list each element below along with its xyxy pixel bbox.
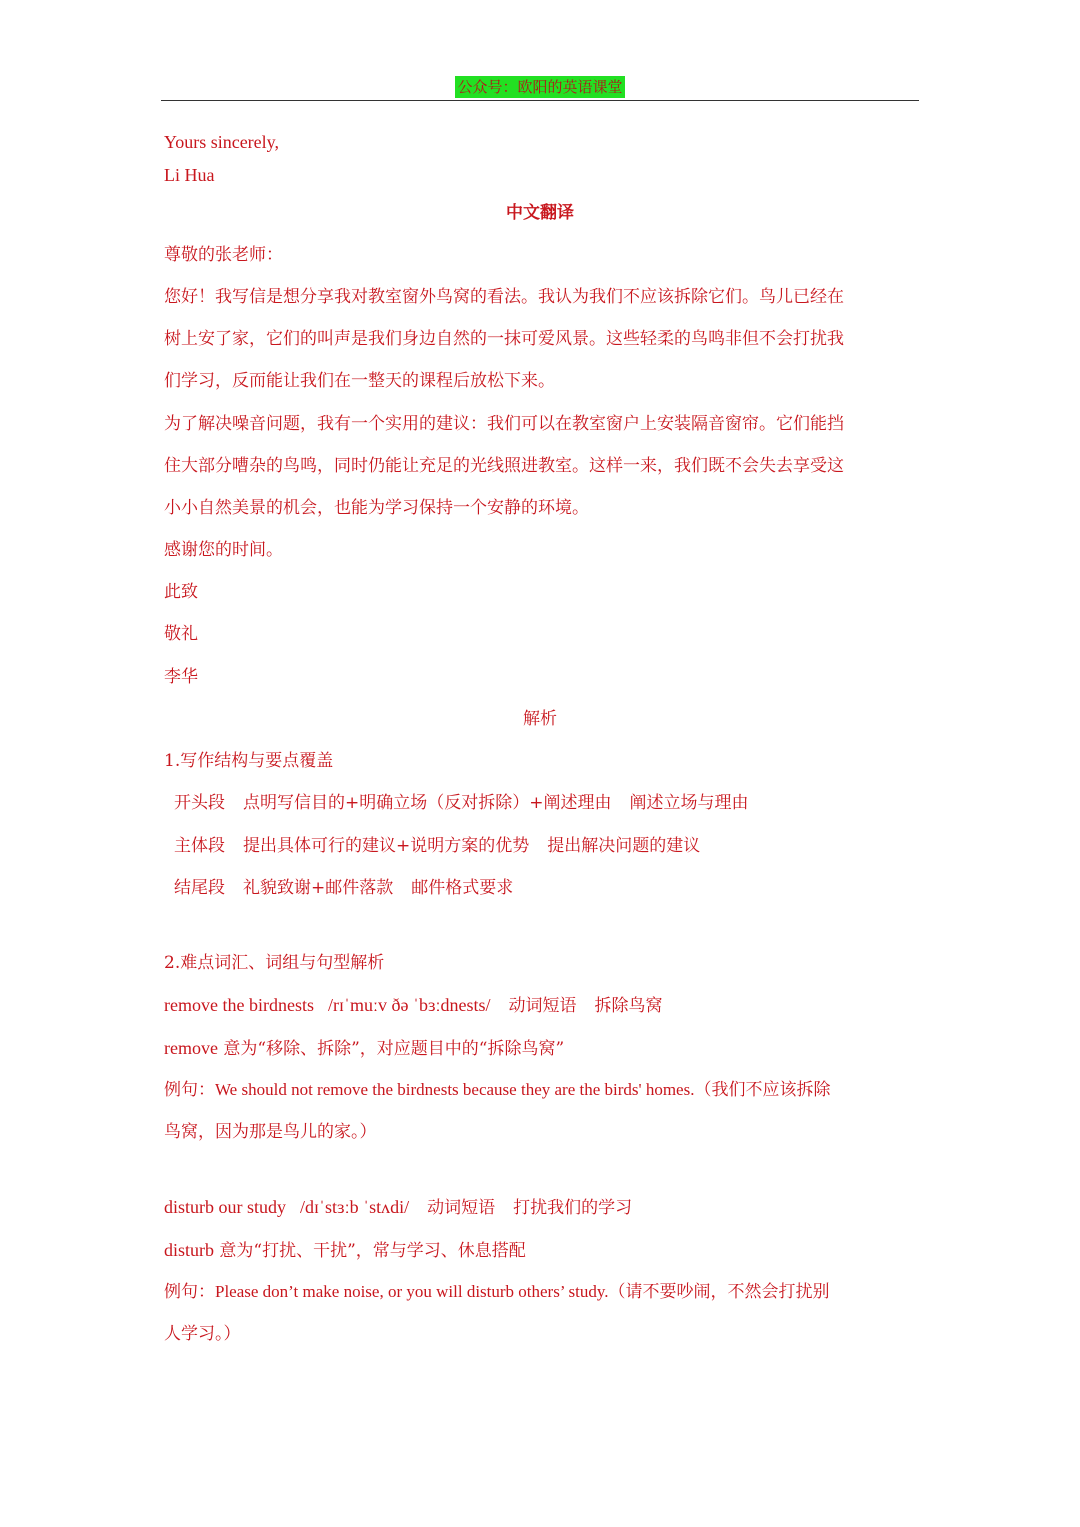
vocab-example-cont: 人学习。） [164, 1324, 241, 1344]
translation-para2-line: 住大部分嘈杂的鸟鸣，同时仍能让充足的光线照进教室。这样一来，我们既不会失去享受这 [164, 456, 844, 476]
translation-para2-line: 为了解决噪音问题，我有一个实用的建议：我们可以在教室窗户上安装隔音窗帘。它们能挡 [164, 414, 844, 434]
section2-heading: 2.难点词汇、词组与句型解析 [164, 953, 385, 973]
vocab-phrase: remove the birdnests [164, 995, 314, 1015]
section1-heading: 1.写作结构与要点覆盖 [164, 751, 334, 771]
translation-closing2: 敬礼 [164, 624, 198, 644]
vocab-phrase: disturb our study [164, 1197, 287, 1217]
vocab-header [164, 1196, 918, 1219]
structure-content: 点明写信目的+明确立场（反对拆除）+阐述理由 [243, 793, 612, 813]
structure-row [174, 877, 928, 899]
vocab-example-cont: 鸟窝，因为那是鸟儿的家。） [164, 1122, 377, 1142]
vocab-note: 意为“移除、拆除”，对应题目中的“拆除鸟窝” [223, 1039, 565, 1059]
example-text: Please don’t make noise, or you will disturb others’ study.（请不要吵闹，不然会打扰别 [215, 1282, 830, 1301]
vocab-meaning: 打扰我们的学习 [513, 1198, 633, 1218]
vocab-pos: 动词短语 [508, 996, 577, 1016]
analysis-title: 解析 [523, 709, 557, 729]
page-header [161, 76, 919, 101]
translation-salutation: 尊敬的张老师： [164, 245, 283, 265]
vocab-note: 意为“打扰、干扰”，常与学习、休息搭配 [219, 1241, 526, 1261]
vocab-header [164, 994, 918, 1017]
vocab-word: remove [164, 1038, 218, 1058]
translation-title: 中文翻译 [506, 203, 574, 223]
vocab-pos: 动词短语 [427, 1198, 496, 1218]
header-title: 公众号：欧阳的英语课堂 [457, 78, 623, 96]
structure-content: 提出具体可行的建议+说明方案的优势 [243, 836, 530, 856]
translation-para2-line: 小小自然美景的机会，也能为学习保持一个安静的环境。 [164, 498, 589, 518]
structure-part: 结尾段 [174, 878, 225, 898]
vocab-word-note [164, 1239, 918, 1262]
letter-closing: Yours sincerely, [164, 132, 279, 152]
vocab-word-note [164, 1037, 918, 1060]
translation-para1-line: 们学习，反而能让我们在一整天的课程后放松下来。 [164, 371, 555, 391]
example-label: 例句： [164, 1080, 215, 1100]
vocab-phonetic: /dɪˈstɜːb ˈstʌdi/ [300, 1197, 410, 1217]
letter-signature: Li Hua [164, 165, 215, 185]
structure-part: 开头段 [174, 793, 225, 813]
translation-para1-line: 树上安了家，它们的叫声是我们身边自然的一抹可爱风景。这些轻柔的鸟鸣非但不会打扰我 [164, 329, 844, 349]
structure-row [174, 792, 928, 814]
vocab-meaning: 拆除鸟窝 [594, 996, 663, 1016]
translation-para1-line: 您好！我写信是想分享我对教室窗外鸟窝的看法。我认为我们不应该拆除它们。鸟儿已经在 [164, 287, 844, 307]
structure-content: 礼貌致谢+邮件落款 [243, 878, 394, 898]
translation-signature: 李华 [164, 667, 198, 687]
example-label: 例句： [164, 1282, 215, 1302]
example-text: We should not remove the birdnests because they are the birds' homes.（我们不应该拆除 [215, 1080, 831, 1099]
translation-closing1: 此致 [164, 582, 198, 602]
structure-part: 主体段 [174, 836, 225, 856]
structure-row [174, 835, 928, 857]
structure-point: 提出解决问题的建议 [547, 836, 701, 856]
vocab-example [164, 1079, 918, 1101]
vocab-word: disturb [164, 1240, 215, 1260]
translation-thanks: 感谢您的时间。 [164, 540, 283, 560]
structure-point: 邮件格式要求 [411, 878, 514, 898]
structure-point: 阐述立场与理由 [629, 793, 749, 813]
vocab-example [164, 1281, 918, 1303]
vocab-phonetic: /rɪˈmuːv ðə ˈbɜːdnests/ [327, 995, 491, 1015]
